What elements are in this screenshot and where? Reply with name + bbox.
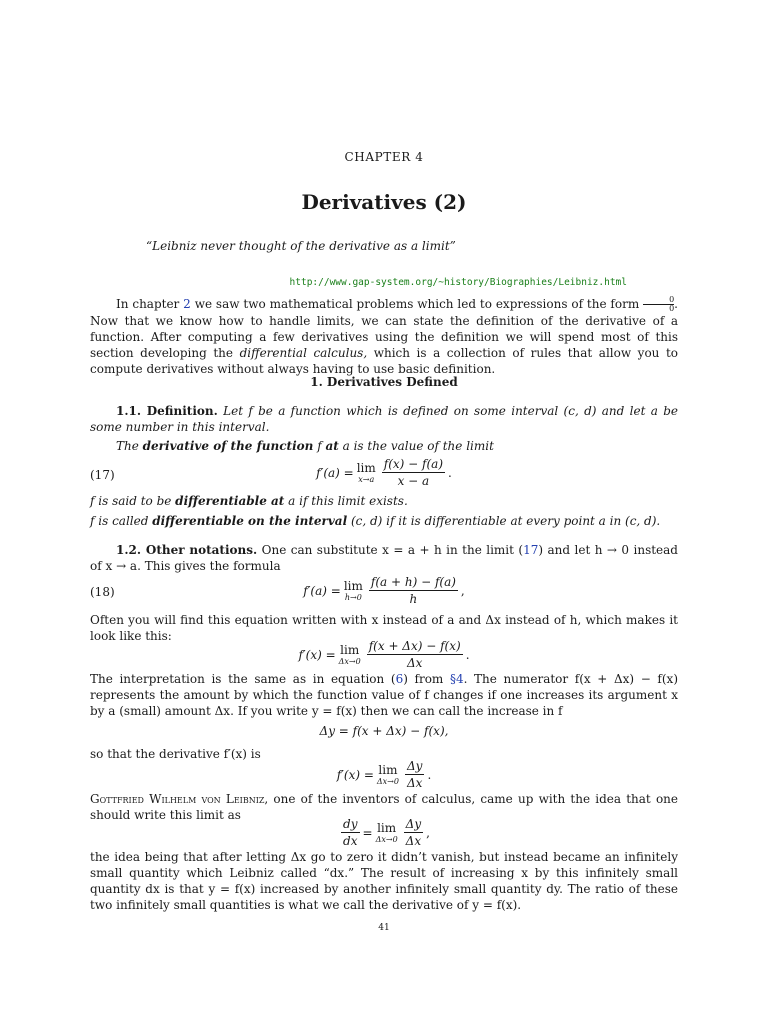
delta-quotient [405,759,424,790]
fraction-numerator: f(a + h) − f(a) [370,575,456,589]
limit-word: lim [377,820,397,835]
equation-number-17: (17) [90,468,115,482]
body-text: One can substitute x = a + h in the limit ( [257,543,524,557]
fraction-numerator: Δy [406,759,423,773]
limit-operator [376,822,398,844]
zero-over-zero-fraction [643,296,674,313]
body-text: ) and let h → 0 instead of x → a. This gives the formula [90,543,678,573]
difference-quotient [382,457,445,488]
equation-delta-x-form [0,639,768,670]
definition-text: (c, d) if it is differentiable at every point a in (c, d). [347,514,661,528]
section-title: 1. Derivatives Defined [310,375,458,389]
equals-sign: = [362,825,373,840]
definition-text: a if this limit exists. [284,494,408,508]
derivative-definition-line [90,438,678,454]
person-name: Gottfried Wilhelm von Leibniz [90,792,265,806]
limit-subscript: h→0 [344,592,362,602]
definition-text: f is said to be [90,494,176,508]
definition-text: The [116,439,143,453]
subsection-heading: 1.2. Other notations. [116,543,258,557]
epigraph-quote: “Leibniz never thought of the derivative as a limit” [146,239,456,253]
intro-text: which is a collection of rules that allow you to compute derivatives without always having to use basic definition. [90,346,678,376]
bold-term: differentiable at [175,494,285,508]
bold-term: differentiable on the interval [152,514,348,528]
body-text: , one of the inventors of calculus, came up with the idea that one should write this limit as [90,792,678,822]
definition-text: a is the value of the limit [338,439,494,453]
fraction-denominator: Δx [406,776,423,790]
chapter-ref-link[interactable]: 2 [183,297,191,311]
intro-text: we saw two mathematical problems which led to expressions of the form [190,297,644,311]
equation-number-18: (18) [90,585,115,599]
limit-subscript: Δx→0 [375,834,398,844]
delta-quotient [404,817,423,848]
limit-subscript: Δx→0 [338,656,361,666]
equation-18 [0,575,768,606]
difference-quotient [369,575,458,606]
definition-text: Let f be a function which is defined on some interval (c, d) and let a be some number in this interval. [90,404,678,434]
equation-punctuation: , [460,583,465,598]
limit-operator [344,580,363,602]
fraction-denominator: h [409,592,418,606]
body-text: ) from [403,672,450,686]
difference-quotient [367,639,463,670]
paragraph-delta-x: Often you will find this equation written with x instead of a and Δx instead of h, which makes it look like this: [90,613,678,643]
equation-dy-over-dx-limit [0,759,768,790]
intro-text: . Now that we know how to handle limits, we can state the definition of the derivative of a function. After computing a few derivatives using the definition we will spend most of this section developing the [90,297,678,360]
equation-delta-y: Δy = f(x + Δx) − f(x), [319,724,449,738]
emphasis-text: differential calculus, [239,346,368,360]
chapter-label: CHAPTER 4 [344,150,424,164]
equation-leibniz-notation [0,817,768,848]
intro-text: In chapter [116,297,184,311]
derivative-is-line: so that the derivative f′(x) is [90,747,261,761]
differentiable-at-line [90,493,678,509]
fraction-numerator: dy [343,817,358,831]
limit-word: lim [356,460,376,475]
definition-text: f [313,439,326,453]
limit-operator [357,462,376,484]
section-ref-link[interactable]: §4 [449,672,464,686]
body-text: The interpretation is the same as in equation ( [90,672,396,686]
limit-operator [339,644,361,666]
fraction-numerator: f(x) − f(a) [383,457,443,471]
equation-17 [0,457,768,488]
dy-dx-fraction [341,817,359,848]
fraction-denominator: Δx [406,656,423,670]
limit-subscript: Δx→0 [376,776,399,786]
equation-ref-link[interactable]: 6 [395,672,404,686]
other-notations-paragraph [90,542,678,574]
equation-punctuation: . [448,465,452,480]
fraction-denominator: Δx [405,834,422,848]
fraction-numerator: f(x + Δx) − f(x) [368,639,461,653]
limit-operator [377,764,399,786]
limit-word: lim [378,762,398,777]
chapter-title: Derivatives (2) [301,190,467,214]
limit-word: lim [340,642,360,657]
infinitesimal-paragraph: the idea being that after letting Δx go to zero it didn’t vanish, but instead became an infinitely small quantity which Leibniz called “dx.” The result of increasing x by this infinitely small quantity dx is that y = f(x) increased by another infinitely small quantity dy. The ratio of these two infinitely small quantities is what we call the derivative of y = f(x). [90,850,678,912]
page-number: 41 [378,923,390,933]
source-url-link[interactable]: http://www.gap-system.org/~history/Biographies/Leibniz.html [289,277,627,288]
equation-punctuation: . [465,647,470,662]
fraction-denominator: x − a [397,474,430,488]
equation-ref-link[interactable]: 17 [523,543,539,557]
definition-paragraph [90,403,678,435]
limit-word: lim [343,578,363,593]
equation-lhs: f′(x) = [298,647,336,662]
definition-heading: 1.1. Definition. [116,404,218,418]
equation-lhs: f′(a) = [303,583,341,598]
limit-subscript: x→a [358,474,375,484]
fraction-numerator: Δy [405,817,422,831]
definition-text: f is called [90,514,153,528]
bold-term: at [325,439,339,453]
body-text: . The numerator f(x + Δx) − f(x) represents the amount by which the function value of f changes if one increases its argument x by a (small) amount Δx. If you write y = f(x) then we can call the increase in f [90,672,679,718]
fraction-numerator: 0 [643,296,674,305]
equation-lhs: f′(x) = [336,767,374,782]
equation-lhs: f′(a) = [316,465,354,480]
interpretation-paragraph [90,671,678,719]
bold-term: derivative of the function [142,439,314,453]
equation-punctuation: , [426,825,430,840]
fraction-denominator: 0 [669,304,675,313]
equation-punctuation: . [427,767,432,782]
fraction-denominator: dx [343,834,358,848]
intro-paragraph [90,296,678,377]
differentiable-interval-line [90,513,678,529]
